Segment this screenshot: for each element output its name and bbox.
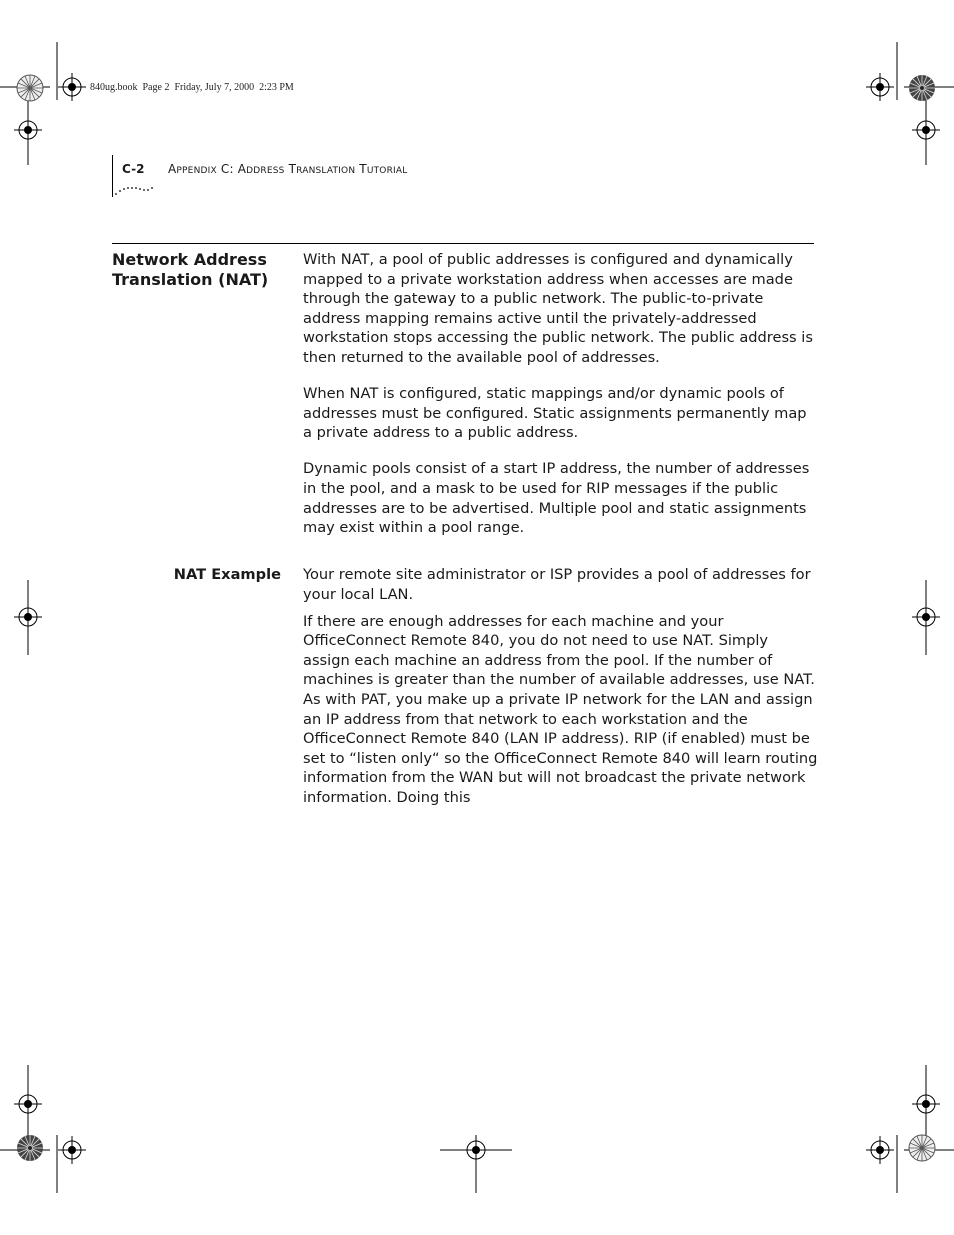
running-head-tutorial: UTORIAL (366, 166, 408, 176)
paragraph: With NAT, a pool of public addresses is configured and dynamically mapped to a private workstation address when accesses are made through the gateway to a public network. The public-to-private address mapping remains active until the privately-addressed workstation stops accessing the public network. The public address is then returned to the available pool of addresses. (303, 251, 813, 366)
page-number: C-2 (122, 162, 145, 176)
running-head-address-cap: A (237, 162, 247, 176)
running-head (168, 162, 407, 176)
subsection-heading: NAT Example (173, 566, 281, 583)
running-head-letter: C: (216, 162, 238, 176)
running-head-address: DDRESS (246, 166, 285, 176)
section-body (303, 250, 818, 538)
paragraph: When NAT is configured, static mappings and/or dynamic pools of addresses must be configured. Static assignments permanently map a private address to a public address. (303, 385, 807, 442)
print-slug: 840ug.book Page 2 Friday, July 7, 2000 2:23 PM (90, 82, 294, 93)
running-head-tutorial-cap: T (355, 162, 367, 176)
paragraph: Dynamic pools consist of a start IP address, the number of addresses in the pool, and a mask to be used for RIP messages if the public addresses are to be advertised. Multiple pool and static assignments may exist within a pool range. (303, 460, 810, 537)
paragraph: Your remote site administrator or ISP provides a pool of addresses for your local LAN. (303, 566, 811, 603)
running-head-appendix: PPENDIX (176, 166, 217, 176)
section-heading: Network Address Translation (NAT) (112, 250, 269, 289)
section-rule (112, 243, 814, 244)
running-head-appendix-cap: A (168, 162, 177, 176)
subsection-body (303, 565, 818, 808)
running-head-translation-cap: T (284, 162, 297, 176)
running-head-translation: RANSLATION (296, 166, 356, 176)
paragraph: If there are enough addresses for each machine and your OfficeConnect Remote 840, you do not need to use NAT. Simply assign each machine an address from the pool. If the number of machines is greater than the number of available addresses, use NAT. As with PAT, you make up a private IP network for the LAN and assign an IP address from that network to each workstation and the OfficeConnect Remote 840 (LAN IP address). RIP (if enabled) must be set to “listen only“ so the OfficeConnect Remote 840 will learn routing information from the WAN but will not broadcast the private network information. Doing this (303, 612, 818, 807)
